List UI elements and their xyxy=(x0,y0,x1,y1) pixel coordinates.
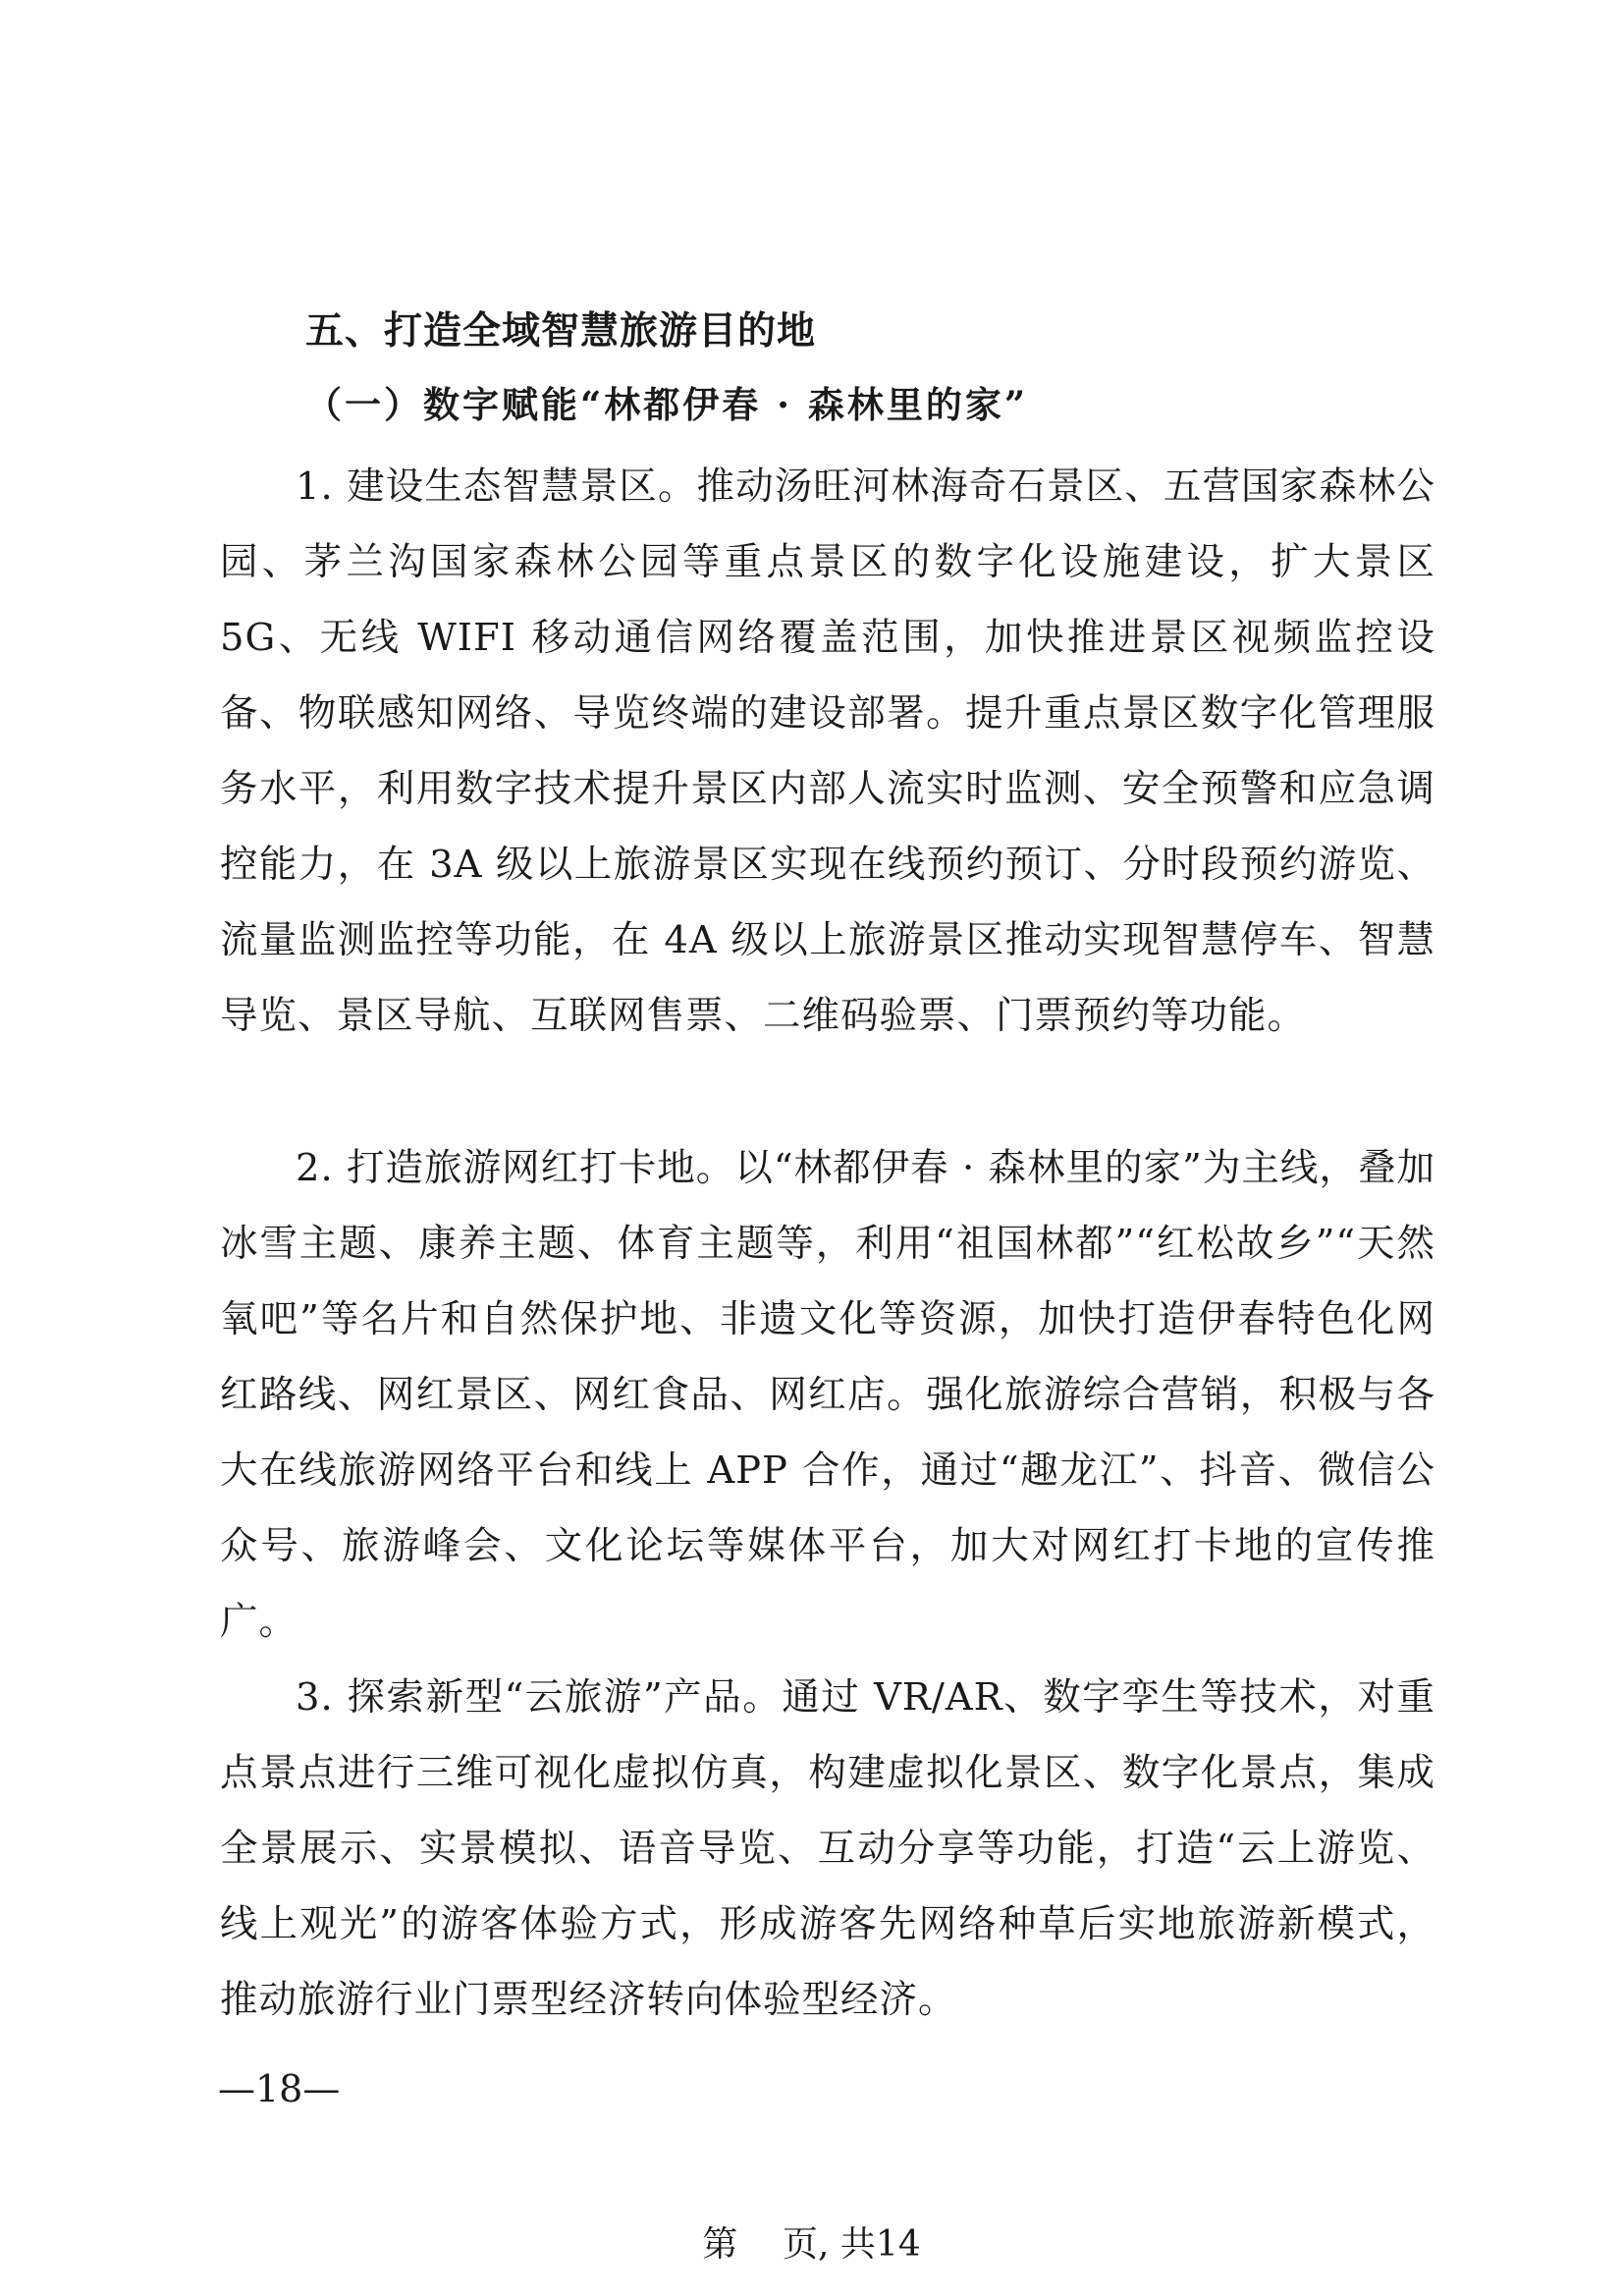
page-number: —18— xyxy=(218,2067,341,2110)
paragraph-3: 3. 探索新型“云旅游”产品。通过 VR/AR、数字孪生等技术，对重点景点进行三维可视化虚拟仿真，构建虚拟化景区、数字化景点，集成全景展示、实景模拟、语音导览、互动分享等功能，打造“云上游览、线上观光”的游客体验方式，形成游客先网络种草后实地旅游新模式，推动旅游行业门票型经济转向体验型经济。 xyxy=(220,1675,1435,2022)
subsection-heading: （一）数字赋能“林都伊春 · 森林里的家” xyxy=(305,383,1029,426)
page-footer: 第 页, 共14 xyxy=(702,2224,921,2265)
paragraph-1: 1. 建设生态智慧景区。推动汤旺河林海奇石景区、五营国家森林公园、茅兰沟国家森林公园等重点景区的数字化设施建设，扩大景区 5G、无线 WIFI 移动通信网络覆盖范围，加快推进景区视频监控设备、物联感知网络、导览终端的建设部署。提升重点景区数字化管理服务水平，利用数字技术提升景区内部人流实时监测、安全预警和应急调控能力，在 3A 级以上旅游景区实现在线预约预订、分时段预约游览、流量监测监控等功能，在 4A 级以上旅游景区推动实现智慧停车、智慧导览、景区导航、互联网售票、二维码验票、门票预约等功能。 xyxy=(220,465,1435,1038)
paragraph-2: 2. 打造旅游网红打卡地。以“林都伊春 · 森林里的家”为主线，叠加冰雪主题、康养主题、体育主题等，利用“祖国林都”“红松故乡”“天然氧吧”等名片和自然保护地、非遗文化等资源，加快打造伊春特色化网红路线、网红景区、网红食品、网红店。强化旅游综合营销，积极与各大在线旅游网络平台和线上 APP 合作，通过“趣龙江”、抖音、微信公众号、旅游峰会、文化论坛等媒体平台，加大对网红打卡地的宣传推广。 xyxy=(220,1146,1435,1644)
section-heading: 五、打造全域智慧旅游目的地 xyxy=(305,309,817,354)
